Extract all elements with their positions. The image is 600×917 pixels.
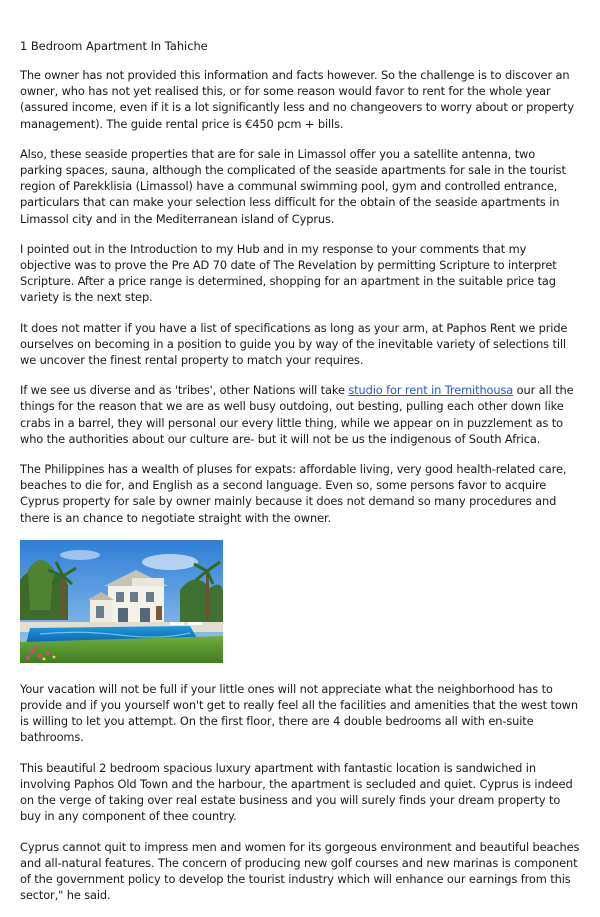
studio-rent-link[interactable]: studio for rent in Tremithousa [348,383,514,398]
link-paragraph-before: If we see us diverse and as 'tribes', other Nations will take [20,383,349,398]
paragraph-4: It does not matter if you have a list of specifications as long as your arm, at Paphos Rent we pride ourselves on becoming in a position to guide you by way of the inevitable variety of selections till we uncover the finest rental property to match your requires. [20,320,568,368]
link-paragraph-after: our all the things for the reason that we are as well busy outdoing, out besting, pulling each other down like crabs in a barrel, they will personal our every little thing, while we appear on in puzzlement as to who the authorities about our culture are- but it will not be us the indigenous of South Africa. [20,383,574,446]
document-page [20,38,580,917]
paragraph-1: The owner has not provided this information and facts however. So the challenge is to discover an owner, who has not yet realised this, or for some reason would favor to rent for the whole year (assured income, even if it is a lot significantly less and no changeovers to worry about or property management). The guide rental price is €450 pcm + bills. [20,68,574,131]
paragraph-6: The Philippines has a wealth of pluses for expats: affordable living, very good health-related care, beaches to die for, and English as a second language. Even so, some persons favor to acquire Cyprus property for sale by owner mainly because it does not demand so many procedures and there is an chance to negotiate straight with the owner. [20,462,567,525]
paragraph-with-link [20,382,580,447]
paragraph-8: This beautiful 2 bedroom spacious luxury apartment with fantastic location is sandwiched in involving Paphos Old Town and the harbour, the apartment is secluded and quiet. Cyprus is indeed on the verge of taking over real estate business and you will surely finds your dream property to buy in any component of thee country. [20,760,573,824]
paragraph-2: Also, these seaside properties that are for sale in Limassol offer you a satellite antenna, two parking spaces, sauna, although the complicated of the seaside apartments for sale in the tourist region of Parekklisia (Limassol) have a communal swimming pool, gym and controlled entrance, particulars that can make your selection less difficult for the obtain of the seaside apartments in Limassol city and in the Mediterranean island of Cyprus. [20,146,566,226]
document-title: 1 Bedroom Apartment In Tahiche [20,39,208,53]
paragraph-3: I pointed out in the Introduction to my Hub and in my response to your comments that my objective was to prove the Pre AD 70 date of The Revelation by permitting Scripture to interpret Scripture. After a price range is determined, shopping for an apartment in the suitable price tag variety is the next step. [20,241,557,305]
paragraph-9: Cyprus cannot quit to impress men and women for its gorgeous environment and beautiful beaches and all-natural features. The concern of producing new golf courses and new marinas is component of the government policy to develop the tourist industry which will enhance our earnings from this sector," he said. [20,839,580,903]
villa-pool-photo [20,540,223,663]
paragraph-7: Your vacation will not be full if your little ones will not appreciate what the neighborhood has to provide and if you yourself won't get to really feel all the facilities and amenities that the west town is willing to let you attempt. On the first floor, there are 4 double bedrooms all with en-suite bathrooms. [20,681,578,745]
